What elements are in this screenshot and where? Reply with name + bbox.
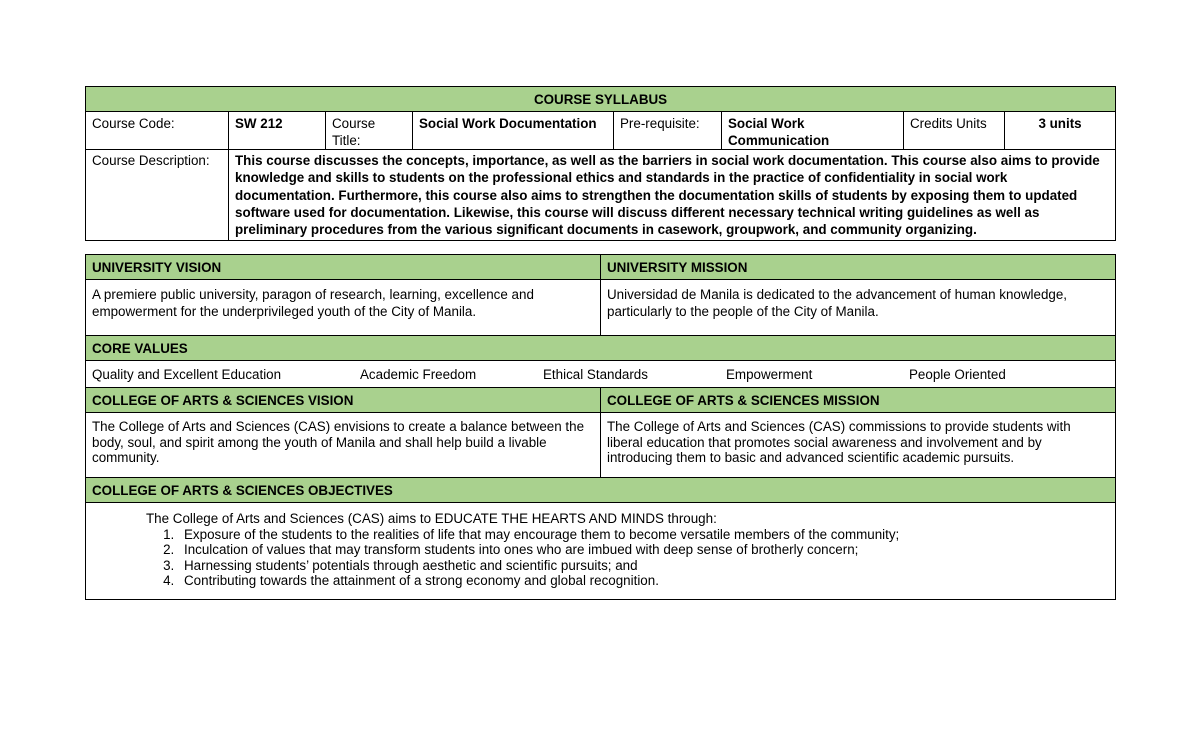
- course-code-value: SW 212: [229, 112, 326, 150]
- course-description-text: This course discusses the concepts, importance, as well as the barriers in social work documentation. This course also aims to provide knowledge and skills to students on the professional ethics and standards in the practice of confidentiality in social work documentation. Furthermore, this course also aims to strengthen the documentation skills of students by exposing them to updated software used for documentation. Likewise, this course will discuss different necessary technical writing guidelines as well as preliminary procedures from the various significant documents in casework, groupwork, and community organizing.: [229, 150, 1116, 241]
- university-mission-heading: UNIVERSITY MISSION: [601, 255, 1116, 280]
- cas-objectives-heading: COLLEGE OF ARTS & SCIENCES OBJECTIVES: [86, 478, 1116, 503]
- credits-label: Credits Units: [904, 112, 1005, 150]
- credits-value: 3 units: [1005, 112, 1116, 150]
- objective-item: 1. Exposure of the students to the realities of life that may encourage them to become versatile members of the community;: [178, 527, 1109, 543]
- prerequisite-label: Pre-requisite:: [614, 112, 722, 150]
- cas-objectives-list: [92, 527, 1109, 589]
- core-value-item: People Oriented: [909, 366, 1006, 382]
- core-value-item: Academic Freedom: [360, 366, 477, 382]
- cas-objectives-body: [86, 503, 1116, 600]
- cas-vision-heading: COLLEGE OF ARTS & SCIENCES VISION: [86, 388, 601, 413]
- prerequisite-value: Social Work Communication: [722, 112, 904, 150]
- core-value-item: Empowerment: [726, 366, 813, 382]
- core-values-list: [86, 361, 1116, 388]
- cas-mission-text: The College of Arts and Sciences (CAS) commissions to provide students with liberal education that promotes social awareness and involvement and by introducing them to basic and advanced scientific academic pursuits.: [601, 413, 1116, 478]
- course-code-label: Course Code:: [86, 112, 229, 150]
- course-syllabus-table: [85, 86, 1116, 241]
- objective-item: 3. Harnessing students’ potentials through aesthetic and scientific pursuits; and: [178, 558, 1109, 574]
- cas-vision-text: The College of Arts and Sciences (CAS) envisions to create a balance between the body, soul, and spirit among the youth of Manila and shall help build a livable community.: [86, 413, 601, 478]
- cas-mission-heading: COLLEGE OF ARTS & SCIENCES MISSION: [601, 388, 1116, 413]
- core-value-item: Ethical Standards: [543, 366, 648, 382]
- objective-item: 2. Inculcation of values that may transform students into ones who are imbued with deep sense of brotherly concern;: [178, 542, 1109, 558]
- course-description-label: Course Description:: [86, 150, 229, 241]
- institution-info-table: [85, 254, 1116, 600]
- course-title-value: Social Work Documentation: [413, 112, 614, 150]
- syllabus-title: COURSE SYLLABUS: [86, 87, 1116, 112]
- objective-item: 4. Contributing towards the attainment of a strong economy and global recognition.: [178, 573, 1109, 589]
- university-vision-heading: UNIVERSITY VISION: [86, 255, 601, 280]
- core-value-item: Quality and Excellent Education: [92, 366, 282, 382]
- course-title-label: Course Title:: [326, 112, 413, 150]
- core-values-heading: CORE VALUES: [86, 336, 1116, 361]
- university-vision-text: A premiere public university, paragon of research, learning, excellence and empowerment for the underprivileged youth of the City of Manila.: [86, 280, 601, 336]
- cas-objectives-intro: The College of Arts and Sciences (CAS) aims to EDUCATE THE HEARTS AND MINDS through:: [146, 511, 717, 526]
- university-mission-text: Universidad de Manila is dedicated to the advancement of human knowledge, particularly to the people of the City of Manila.: [601, 280, 1116, 336]
